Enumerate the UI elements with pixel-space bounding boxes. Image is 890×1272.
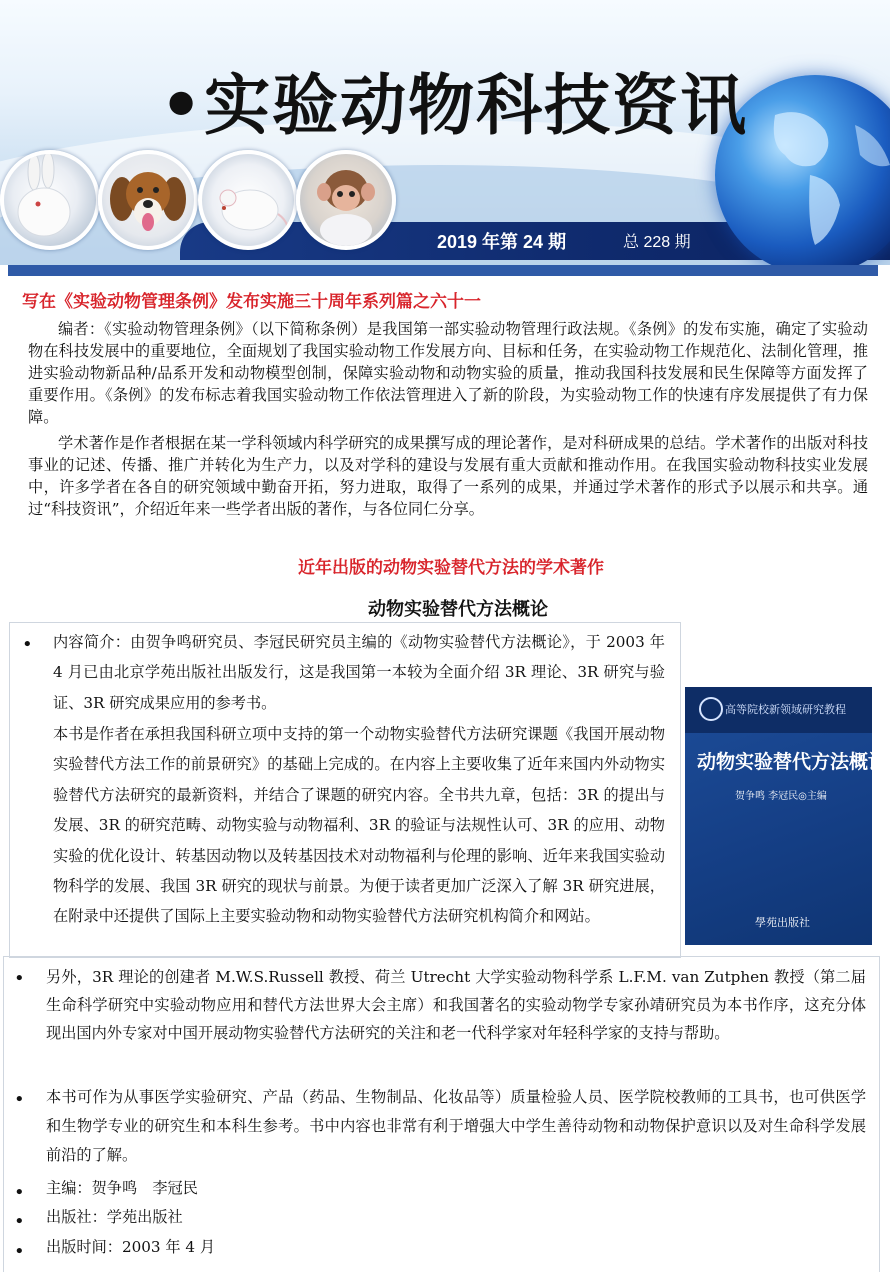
- header-divider: [8, 265, 878, 276]
- rabbit-photo: [0, 150, 100, 250]
- bullet-icon: •: [14, 1241, 25, 1262]
- monkey-photo: [296, 150, 396, 250]
- book-intro: 内容简介：由贺争鸣研究员、李冠民研究员主编的《动物实验替代方法概论》，于 2003 年 4 月已由北京学苑出版社出版发行，这是我国第一本较为全面介绍 3R 理论、3R 研究与验证、3R 研究成果应用的参考书。: [53, 633, 665, 712]
- book-preface: 另外，3R 理论的创建者 M.W.S.Russell 教授、荷兰 Utrecht 大学实验动物科学系 L.F.M. van Zutphen 教授（第二届生命科学研究中实验动物应用和替代方法世界大会主席）和我国著名的实验动物学专家孙靖研究员为本书作序，这充分体现出国内外专家对中国开展动物实验替代方法研究的关注和老一代科学家对年轻科学家的支持与帮助。: [46, 968, 866, 1042]
- book-cover-image: [685, 687, 888, 945]
- bullet-icon: •: [14, 1211, 25, 1232]
- publisher-logo-icon: [699, 697, 723, 721]
- mouse-photo: [198, 150, 298, 250]
- section-heading: 近年出版的动物实验替代方法的学术著作: [298, 558, 604, 578]
- total-issue-number: 总 228 期: [623, 234, 691, 251]
- book-editors: 主编：贺争鸣 李冠民: [46, 1179, 198, 1197]
- cover-authors: 贺争鸣 李冠民◎主编: [735, 791, 827, 802]
- masthead: [0, 0, 890, 265]
- cover-title: 动物实验替代方法概论: [697, 751, 888, 773]
- beagle-photo: [98, 150, 198, 250]
- intro-paragraph-works: 学术著作是作者根据在某一学科领域内科学研究的成果撰写成的理论著作，是对科研成果的总结。学术著作的出版对科技事业的记述、传播、推广并转化为生产力，以及对学科的建设与发展有重大贡献和推动作用。在我国实验动物科技实业发展中，许多学者在各自的研究领域中勤奋开拓，努力进取，取得了一系列的成果，并通过学术著作的形式予以展示和共享。通过“科技资讯”，介绍近年来一些学者出版的著作，与各位同仁分享。: [28, 434, 868, 518]
- series-heading: 写在《实验动物管理条例》发布实施三十周年系列篇之六十一: [22, 292, 481, 312]
- intro-paragraph-editor: 编者：《实验动物管理条例》（以下简称条例）是我国第一部实验动物管理行政法规。《条例》的发布实施，确定了实验动物在科技发展中的重要地位，全面规划了我国实验动物工作发展方向、目标和任务，在实验动物工作规范化、法制化管理，推进实验动物新品种/品系开发和动物模型创制，保障实验动物和动物实验的质量，推动我国科技发展和民生保障等方面发挥了重要作用。《条例》的发布标志着我国实验动物工作依法管理进入了新的阶段，为实验动物工作的快速有序发展提供了有力保障。: [28, 320, 868, 426]
- book-audience: 本书可作为从事医学实验研究、产品（药品、生物制品、化妆品等）质量检验人员、医学院校教师的工具书，也可供医学和生物学专业的研究生和本科生参考。书中内容也非常有利于增强大中学生善待动物和动物保护意识以及对生命科学发展前沿的了解。: [46, 1088, 866, 1164]
- book-description: 本书是作者在承担我国科研立项中支持的第一个动物实验替代方法研究课题《我国开展动物实验替代方法工作的前景研究》的基础上完成的。在内容上主要收集了近年来国内外动物实验替代方法研究的最新资料，并结合了课题的研究内容。全书共九章，包括：3R 的提出与发展、3R 的研究范畴、动物实验与动物福利、3R 的验证与法规性认可、3R 的应用、动物实验的优化设计、转基因动物以及转基因技术对动物福利与伦理的影响、近年来我国实验动物科学的发展、我国 3R 研究的现状与前景。为便于读者更加广泛深入了解 3R 研究进展，在附录中还提供了国际上主要实验动物和动物实验替代方法研究机构简介和网站。: [53, 725, 665, 926]
- cover-series-text: 高等院校新领域研究教程: [725, 703, 846, 716]
- bullet-icon: •: [14, 1089, 25, 1110]
- book-publisher: 出版社：学苑出版社: [46, 1208, 183, 1226]
- book-pub-date: 出版时间：2003 年 4 月: [46, 1238, 216, 1256]
- bullet-icon: •: [14, 968, 25, 989]
- cover-publisher: 學苑出版社: [755, 916, 810, 929]
- bullet-icon: •: [14, 1182, 25, 1203]
- book-title: 动物实验替代方法概论: [368, 599, 548, 620]
- issue-number: 2019 年第 24 期: [437, 232, 567, 252]
- bullet-icon: •: [22, 634, 33, 655]
- newsletter-title: •实验动物科技资讯: [160, 67, 749, 144]
